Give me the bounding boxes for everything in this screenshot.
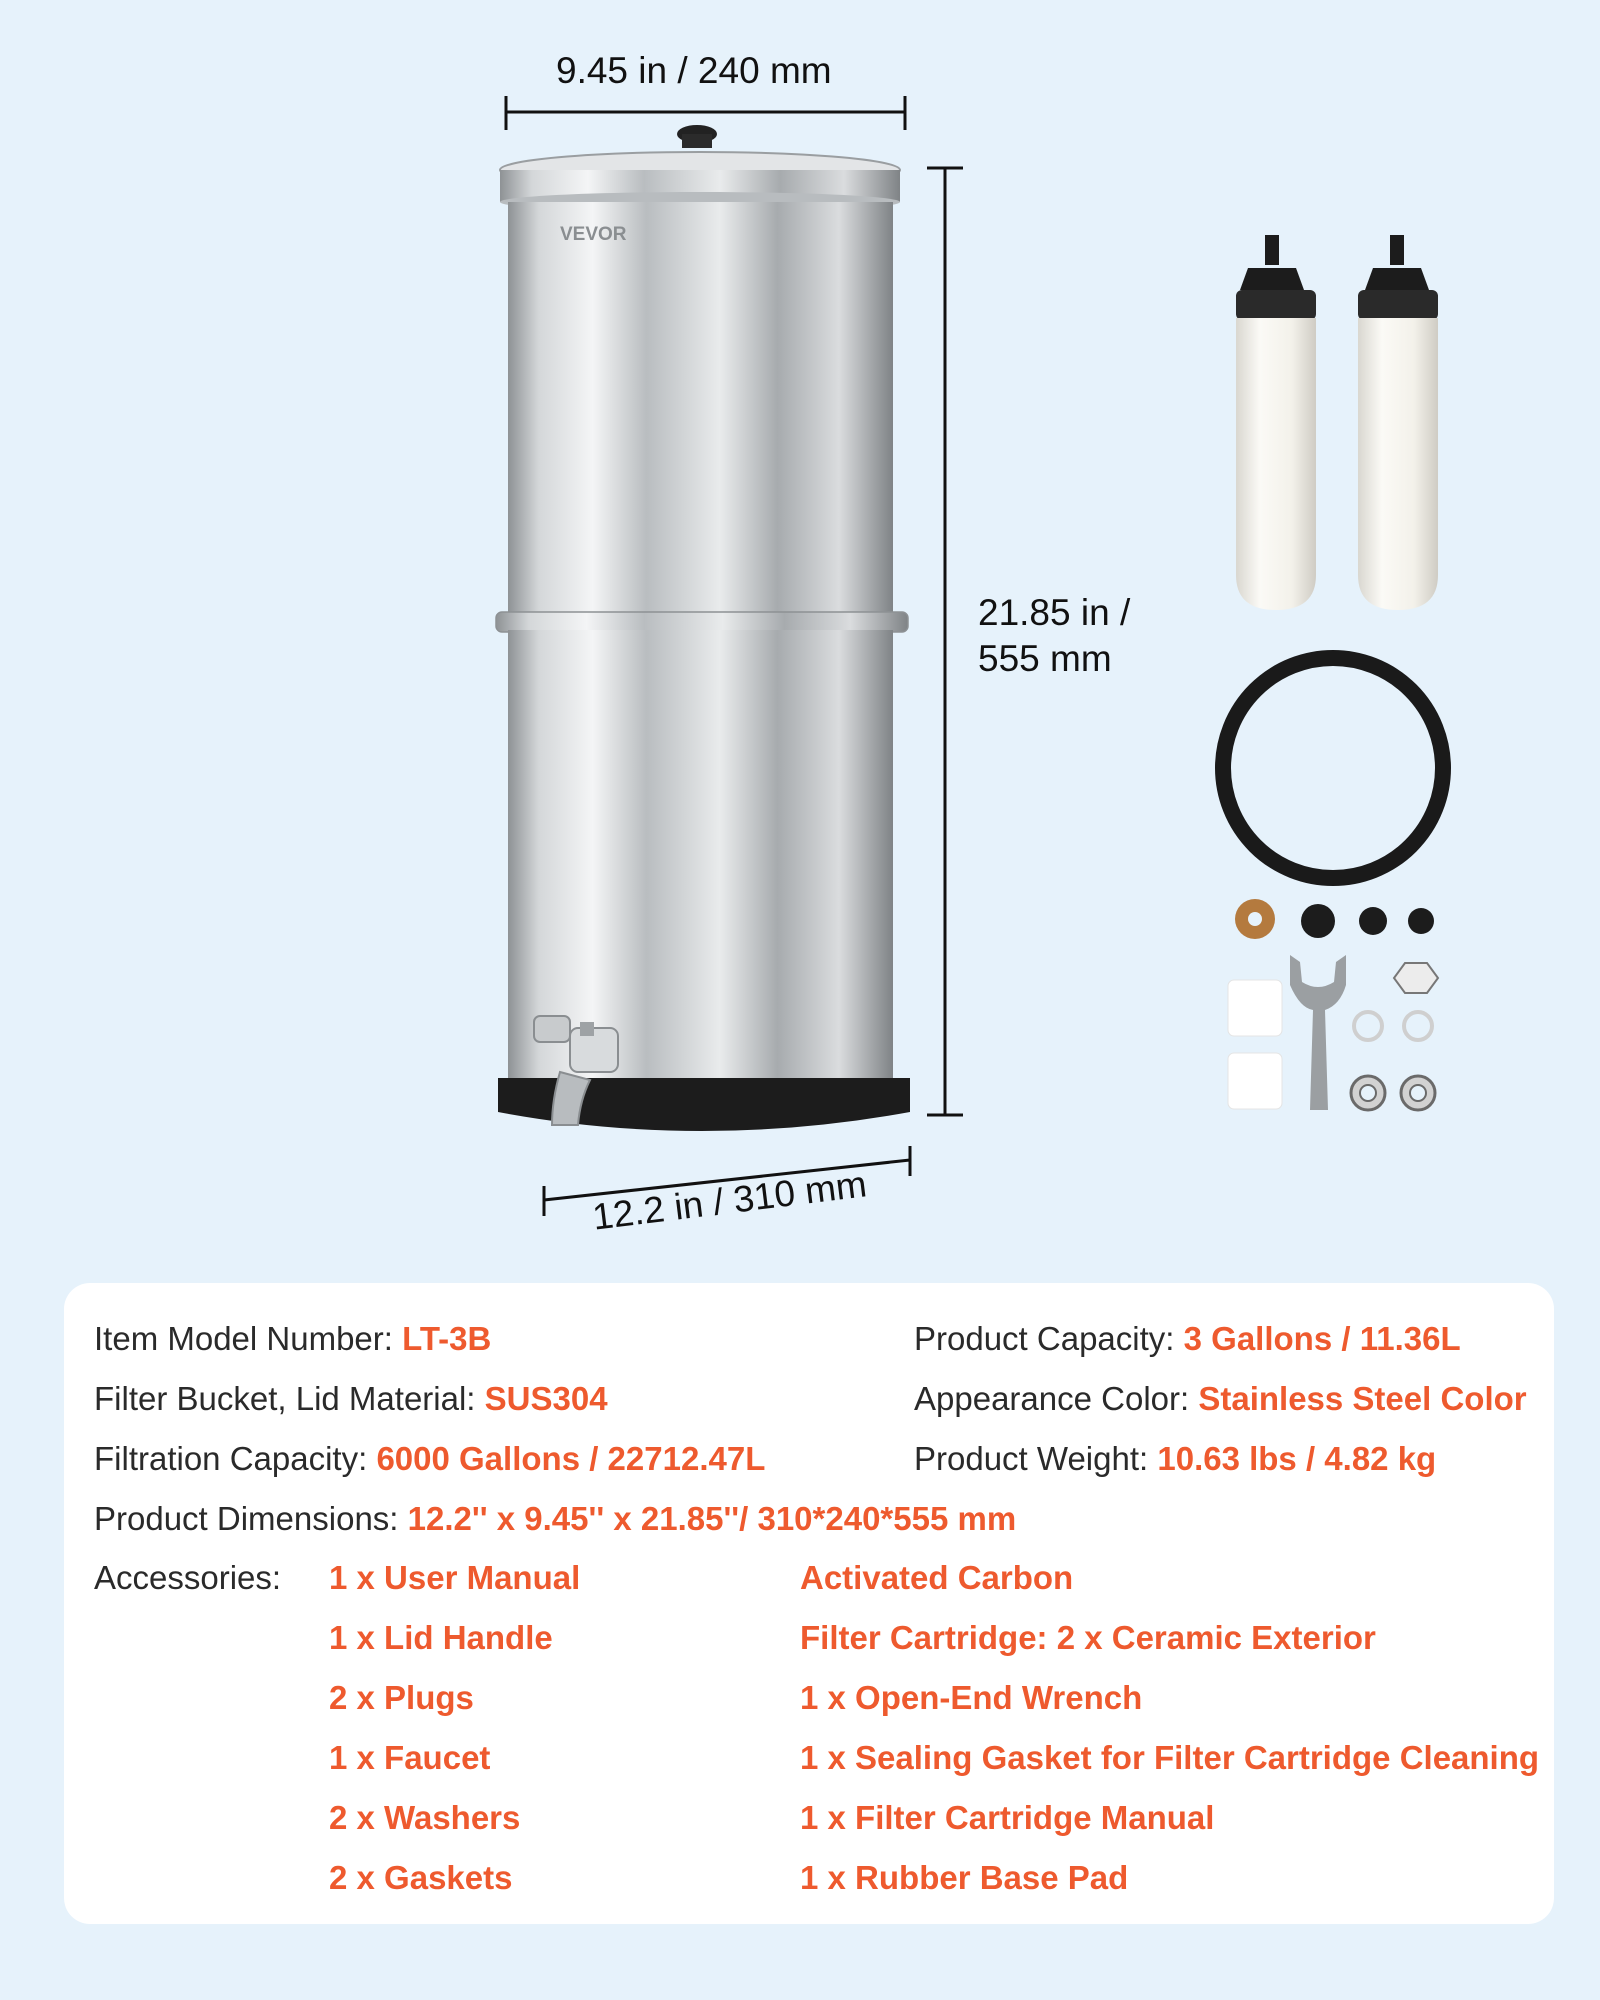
accessory-item: 2 x Gaskets [329, 1859, 513, 1896]
spec-label: Item Model Number: [94, 1320, 393, 1357]
base-dimension-label: 12.2 in / 310 mm [590, 1163, 869, 1238]
accessory-item: Activated Carbon [800, 1559, 1074, 1596]
specifications-card [64, 1283, 1554, 1924]
water-filter-body [496, 125, 910, 1131]
width-dimension-label: 9.45 in / 240 mm [556, 50, 832, 91]
accessory-item: 1 x User Manual [329, 1559, 581, 1596]
spec-label: Filter Bucket, Lid Material: [94, 1380, 476, 1417]
accessory-item: 1 x Sealing Gasket for Filter Cartridge Cleaning [800, 1739, 1540, 1776]
spec-value: 10.63 lbs / 4.82 kg [1157, 1440, 1437, 1477]
accessory-item: Filter Cartridge: 2 x Ceramic Exterior [800, 1619, 1376, 1656]
height-dimension-line2: 555 mm [978, 638, 1112, 679]
nut-icon [1394, 963, 1438, 993]
gasket-icon [1404, 1012, 1432, 1040]
spec-color [914, 1379, 1527, 1419]
spec-material [94, 1379, 608, 1419]
accessory-item: 2 x Washers [329, 1799, 521, 1836]
spec-capacity [914, 1319, 1461, 1359]
activated-carbon-icon [1228, 980, 1282, 1036]
activated-carbon-icon [1228, 1053, 1282, 1109]
lock-nut-icon [1401, 1076, 1435, 1110]
plug-icon [1301, 904, 1335, 938]
wrench-icon [1290, 955, 1346, 1110]
spec-value: 3 Gallons / 11.36L [1183, 1320, 1461, 1357]
spec-label: Product Capacity: [914, 1320, 1175, 1357]
brand-logo: VEVOR [560, 224, 627, 245]
washer-icon [1235, 899, 1275, 939]
lock-nut-icon [1351, 1076, 1385, 1110]
spec-value: SUS304 [484, 1380, 608, 1417]
spec-label: Product Weight: [914, 1440, 1149, 1477]
plug-icon [1408, 908, 1434, 934]
spec-model [94, 1319, 491, 1359]
spec-filtration [94, 1439, 765, 1479]
accessories-label: Accessories: [94, 1559, 282, 1596]
accessory-item: 1 x Filter Cartridge Manual [800, 1799, 1215, 1836]
accessory-item: 1 x Lid Handle [329, 1619, 553, 1656]
filter-cartridge-icon [1358, 235, 1438, 610]
height-dimension-line [927, 168, 963, 1115]
spec-label: Product Dimensions: [94, 1500, 399, 1537]
spec-value: 6000 Gallons / 22712.47L [376, 1440, 766, 1477]
accessory-item: 1 x Rubber Base Pad [800, 1859, 1129, 1896]
spec-value: 12.2'' x 9.45'' x 21.85''/ 310*240*555 mm [407, 1500, 1017, 1537]
spec-label: Appearance Color: [914, 1380, 1190, 1417]
accessory-item: 1 x Faucet [329, 1739, 491, 1776]
spec-label: Filtration Capacity: [94, 1440, 368, 1477]
height-dimension-label [978, 590, 1130, 682]
height-dimension-line1: 21.85 in / [978, 592, 1131, 633]
spec-dimensions [94, 1499, 1016, 1539]
spec-value: Stainless Steel Color [1198, 1380, 1527, 1417]
gasket-icon [1354, 1012, 1382, 1040]
accessory-item: 1 x Open-End Wrench [800, 1679, 1143, 1716]
spec-value: LT-3B [402, 1320, 492, 1357]
filter-cartridge-icon [1236, 235, 1316, 610]
plug-icon [1359, 907, 1387, 935]
width-dimension-line [506, 96, 905, 130]
spec-weight [914, 1439, 1436, 1479]
accessory-item: 2 x Plugs [329, 1679, 474, 1716]
rubber-base-pad-icon [1223, 658, 1443, 878]
